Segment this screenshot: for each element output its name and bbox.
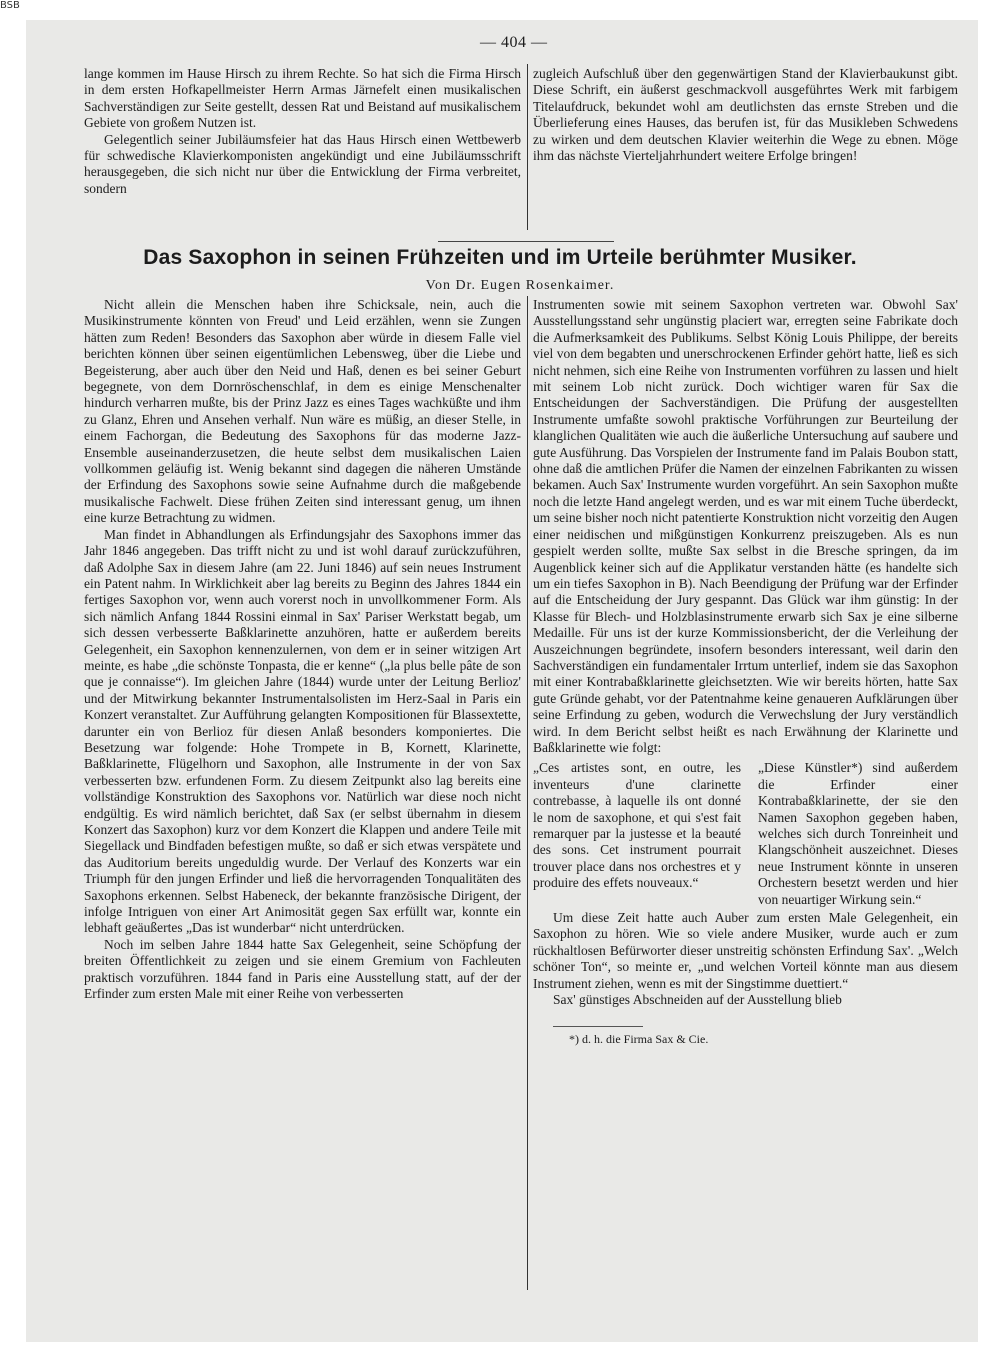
column-divider bbox=[527, 64, 528, 230]
column-divider bbox=[527, 296, 528, 1290]
paragraph: Sax' günstiges Abschneiden auf der Ausstellung blieb bbox=[553, 992, 842, 1008]
library-mark: BSB bbox=[0, 0, 20, 11]
paragraph: Instrumenten sowie mit seinem Saxophon vertreten war. Obwohl Sax' Ausstellungsstand sehr ungünstig placiert war, erregten seine Fabrikate doch die Aufmerksamkeit des Publikums. Selbst König Louis Philippe, der bereits viel von dem begabten und unerschrockenen Erfinder gehört hatte, ließ es sich nicht nehmen, sich eine Reihe von Instrumenten vorführen zu lassen und hielt mit seinem Lob nicht zurück. Doch wichtiger waren für Sax die Entscheidungen der Sachverständigen. Die Prüfung der ausgestellten Instrumente umfaßte sowohl praktische Vorführungen zur Beurteilung der klanglichen Qualitäten wie auch die äußerliche Untersuchung auf saubere und gute Ausführung. Das Vorspielen der Instrumente fand im Palais Boubon statt, ohne daß die amtlichen Prüfer die Namen der einzelnen Fabrikanten zu wissen bekamen. Auch Sax' Instrumente wurden vorgeführt. An sein Saxophon mußte noch die letzte Hand angelegt werden, und es war mit einem Tuche überdeckt, um seine bisher noch nicht patentierte Konstruktion nicht vorzeitig den Augen einer neidischen und mißgünstigen Konkurrenz preiszugeben. Als es nun gespielt werden sollte, mußte Sax selbst in die Bresche springen, da im Augenblick keiner sich auf die Applikatur verstanden hätte (es handelte sich um ein tiefes Saxophon in B). Nach Beendigung der Prüfung war der Erfinder auf die Entscheidung der Jury gespannt. Das Glück war ihm günstig: In der Klasse für Blech- und Holzblasinstrumente erwarb sich Sax je eine silberne Medaille. Für uns ist der kurze Kommissionsbericht, der die Verleihung der Auszeichnungen begründete, insofern besonders interessant, weil darin den Sachverständigen ein fundamentaler Irrtum unterlief, indem sie das Saxophon mit einer Kontrabaßklarinette gleichsetzten. Wie wir bereits hörten, hatte Sax gute Gründe gehabt, vor der Patentnahme keine genaueren Aufklärungen über seine Erfindung zu geben, wodurch die Verwechslung der Jury verständlich wird. In dem Bericht selbst heißt es nach Erwähnung der Klarinette und Baßklarinette wie folgt: bbox=[533, 297, 958, 755]
paragraph: Nicht allein die Menschen haben ihre Schicksale, nein, auch die Musikinstrumente könnten von Freud' und Leid erzählen, wenn sie Zungen hätten zum Reden! Besonders das Saxophon aber würde in diesem Falle viel berichten können über seinen eigentümlichen Lebensweg, über die Liebe und Begeisterung, aber auch über den Neid und Haß, denen es bei seiner Geburt begegnete, von dem Dornröschenschlaf, in dem es einige Menschenalter hindurch verharren mußte, bis der Prinz Jazz es eines Tages wachküßte und ihm zu Glanz, Ehren und Ansehen verhalf. Nun wäre es müßig, an dieser Stelle, in einem Fachorgan, die Bedeutung des Saxophons für das moderne Jazz-Ensemble auseinanderzusetzen, die heute selbst dem musikalischen Laien vollkommen geläufig ist. Wenig bekannt sind dagegen die näheren Umstände der Erfindung des Saxophons sowie seine Aufnahme durch die maßgebende musikalische Fachwelt. Diese frühen Zeiten sind interessant genug, um ihnen eine kurze Betrachtung zu widmen. bbox=[84, 297, 521, 526]
top-right-column bbox=[533, 66, 958, 164]
paragraph: Um diese Zeit hatte auch Auber zum ersten Male Gelegenheit, ein Saxophon zu hören. Wie so viele andere Musiker, wurde auch er zum rückhaltlosen Befürworter dieser unstreitig schönsten Erfindung Sax'. „Welch schöner Ton“, so meinte er, „und welchen Vorteil könnte man aus diesem Instrument ziehen, wenn es mit der Singstimme duettiert.“ bbox=[533, 910, 958, 991]
paragraph: Noch im selben Jahre 1844 hatte Sax Gelegenheit, seine Schöpfung der breiten Öffentlichkeit zu zeigen und sie einem Gremium von Fachleuten praktisch vorzuführen. 1844 fand in Paris eine Ausstellung statt, auf der der Erfinder zum ersten Male mit einer Reihe von verbesserten bbox=[84, 936, 521, 1002]
article-right-column bbox=[533, 297, 958, 1048]
footnote-divider bbox=[553, 1026, 643, 1027]
page-number: — 404 — bbox=[480, 34, 548, 51]
article-left-column bbox=[84, 297, 521, 1002]
article-author: Von Dr. Eugen Rosenkaimer. bbox=[425, 278, 615, 293]
paragraph: Man findet in Abhandlungen als Erfindungsjahr des Saxophons immer das Jahr 1846 angegeben. Das trifft nicht zu und ist wohl darauf zurückzuführen, daß Adolphe Sax in diesem Jahre (am 22. Juni 1846) auf sein neues Instrument ein Patent nahm. In Wirklichkeit aber lag bereits zu Beginn des Jahres 1844 ein fertiges Saxophon vor, wenn auch vorerst noch in unvollkommener Form. Als sich nämlich Anfang 1844 Rossini einmal in Sax' Pariser Werkstatt begab, um sich dessen verbesserte Baßklarinette anzuhören, hatte er außerdem bereits Gelegenheit, ein Saxophon kennenzulernen, von dem er in seiner witzigen Art meinte, es habe „die schönste Tonpasta, die er kenne“ („la plus belle pâte de son que je connaisse“). Im gleichen Jahre (1844) wurde unter der Leitung Berlioz' und der Mitwirkung bekannter Instrumentalsolisten im Herz-Saal in Paris ein Konzert veranstaltet. Zur Aufführung gelangten Kompositionen für Blassextette, darunter ein von Berlioz für diesen Anlaß besonders komponiertes. Die Besetzung war folgende: Hohe Trompete in B, Kornett, Klarinette, Baßklarinette, Flügelhorn und Saxophon, alle Instrumente in der von Sax verbesserten bzw. erfundenen Form. Zu diesem Zeitpunkt also lag bereits eine vollständige Konstruktion des Saxophons vor. Natürlich war diese noch nicht endgültig. Es wird nämlich berichtet, daß Sax (er selbst übernahm in diesem Konzert das Saxophon) kurz vor dem Konzert die Klappen und andere Teile mit Siegellack und Bindfaden befestigen mußte, so daß er sich etwas verspätete und das Auditorium bereits ungeduldig wurde. Der Verlauf des Konzerts war ein Triumph für den jungen Erfinder und ließ die hervorragenden Tonqualitäten des Saxophons erkennen. Selbst Habeneck, der bekannte französische Dirigent, der infolge Intriguen von einer Art Animosität gegen Sax erfüllt war, konnte ein lebhaft geäußertes „Das ist wunderbar“ nicht unterdrücken. bbox=[84, 526, 521, 936]
footnote: *) d. h. die Firma Sax & Cie. bbox=[569, 1032, 709, 1047]
title-divider bbox=[438, 241, 614, 242]
paragraph: Gelegentlich seiner Jubiläumsfeier hat das Haus Hirsch einen Wettbewerb für schwedische Klavierkomponisten angekündigt und eine Jubiläumsschrift herausgegeben, die sich nicht nur über die Entwicklung der Firma verbreitet, sondern bbox=[84, 131, 521, 196]
quote-german: „Diese Künstler*) sind außerdem die Erfinder einer Kontrabaßklarinette, der sie den Namen Saxophon gegeben haben, welches sich durch Tonreinheit und Klangschönheit auszeichnet. Dieses neue Instrument könnte in unseren Orchestern besetzt werden und hier von neuartiger Wirkung sein.“ bbox=[758, 760, 958, 907]
top-left-column bbox=[84, 66, 521, 197]
article-title: Das Saxophon in seinen Frühzeiten und im Urteile berühmter Musiker. bbox=[143, 246, 857, 269]
paragraph: zugleich Aufschluß über den gegenwärtigen Stand der Klavierbaukunst gibt. Diese Schrift, ein äußerst geschmackvoll ausgeführtes Werk mit farbigem Titelaufdruck, bekundet wohl am deutlichsten das ernste Streben und die Überlieferung eines Hauses, das berufen ist, für das Musikleben Schwedens zu wirken und dem deutschen Klavier weiterhin die Wege zu ebnen. Möge ihm das nächste Vierteljahrhundert weitere Erfolge bringen! bbox=[533, 66, 958, 164]
bilingual-quote bbox=[533, 760, 958, 908]
paragraph: lange kommen im Hause Hirsch zu ihrem Rechte. So hat sich die Firma Hirsch in dem ersten Hofkapellmeister Herrn Armas Järnefelt einen musikalischen Sachverständigen zur Seite gestellt, dessen Rat und Beistand auf musikalischem Gebiete von großem Nutzen ist. bbox=[84, 66, 521, 131]
quote-french: „Ces artistes sont, en outre, les inventeurs d'une clarinette contrebasse, à laquelle ils ont donné le nom de saxophone, et qui s'est fait remarquer par la justesse et la beauté des sons. Cet instrument pourrait trouver place dans nos orchestres et y produire des effets nouveaux.“ bbox=[533, 760, 741, 891]
